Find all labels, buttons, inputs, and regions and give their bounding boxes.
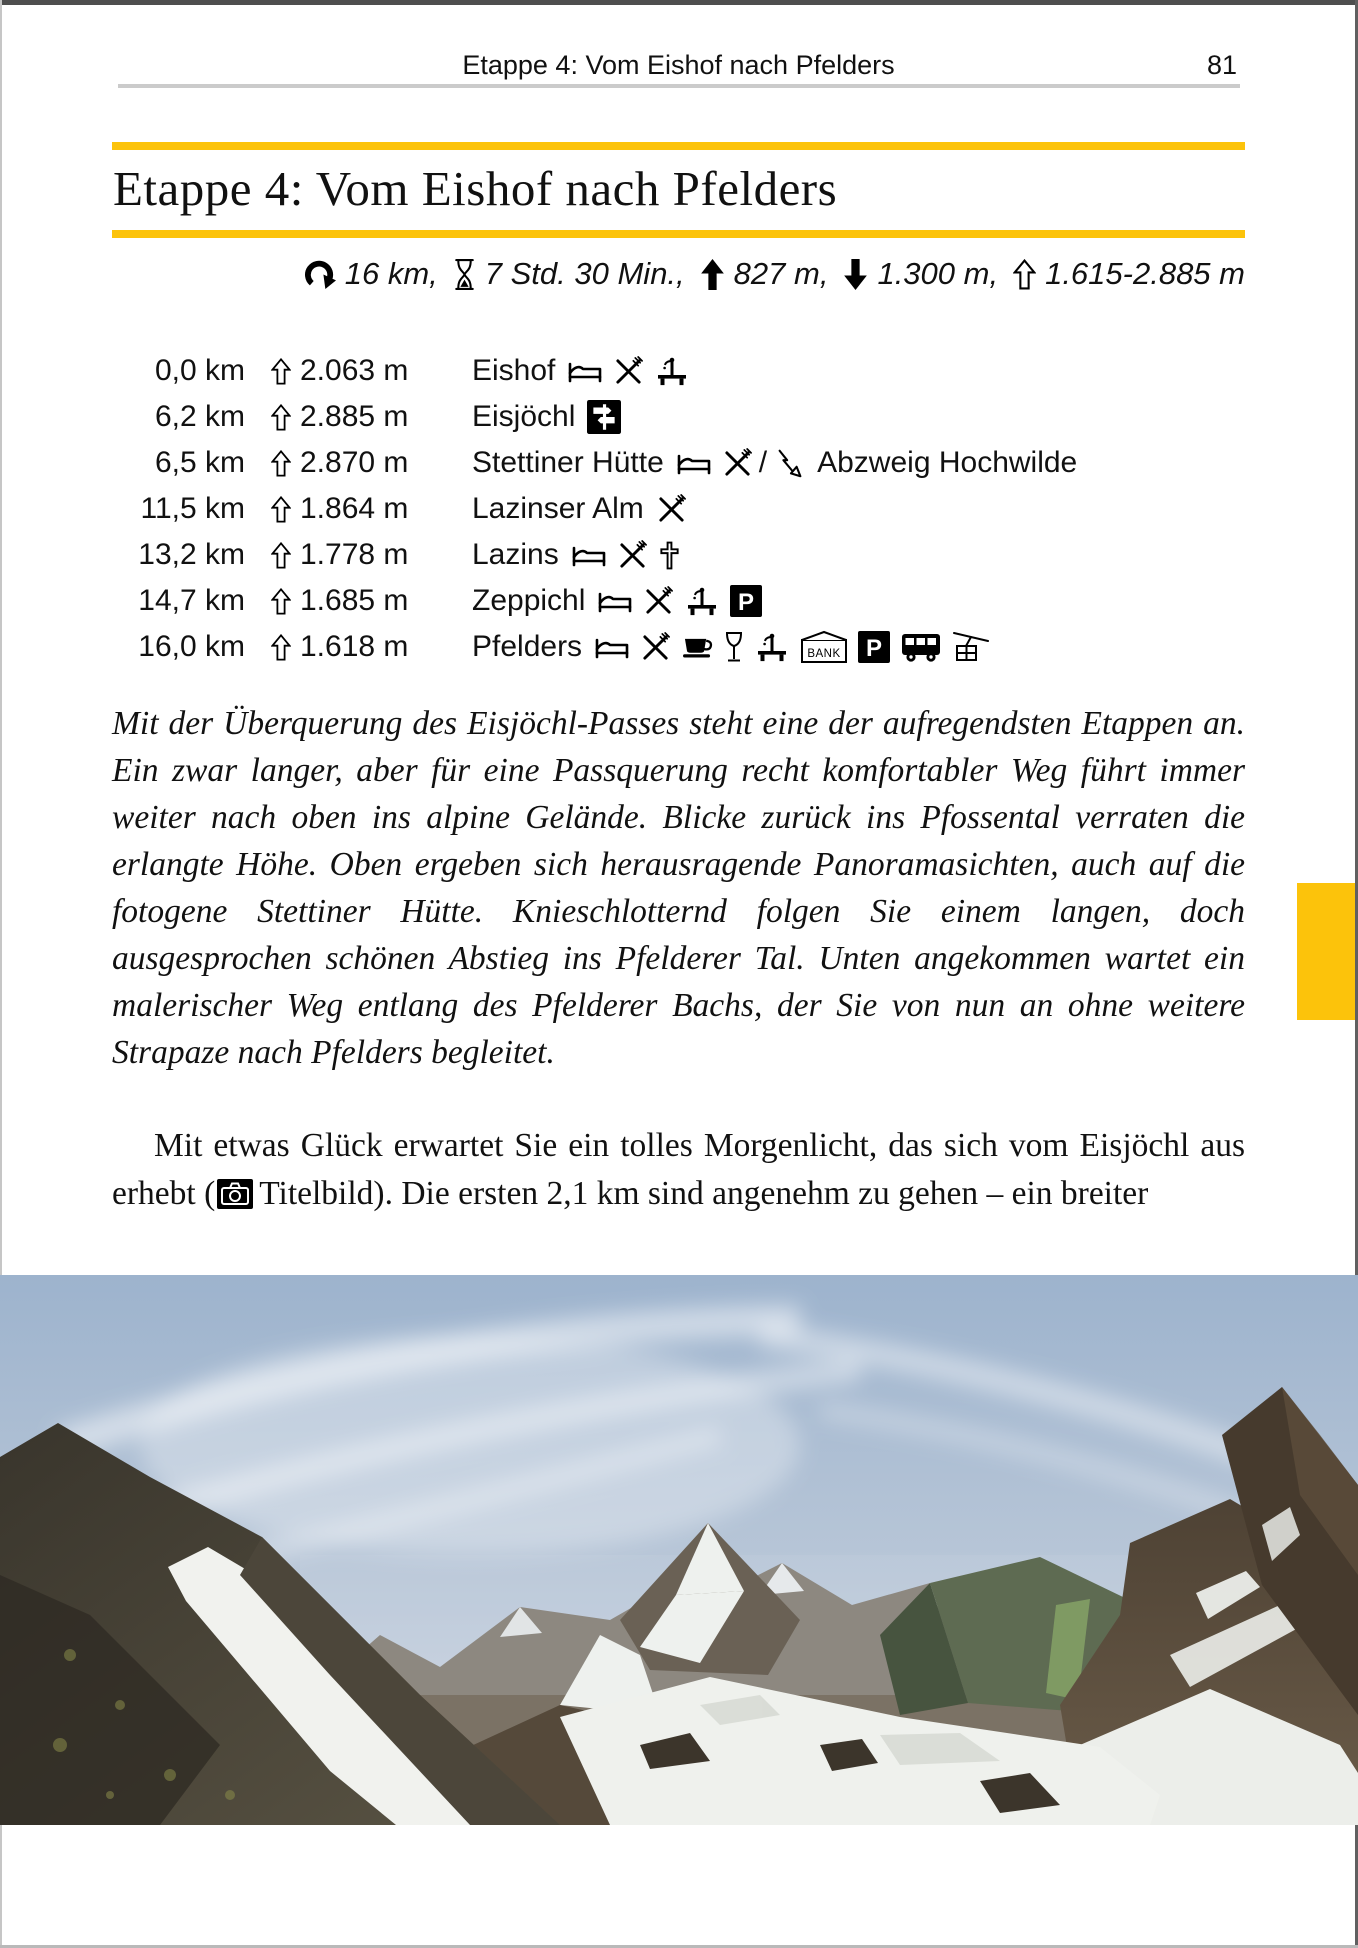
stat-elevation-range-value: 1.615-2.885 m	[1045, 256, 1245, 291]
waypoint-distance: 14,7 km	[138, 584, 245, 617]
waypoint-name: Lazins	[472, 538, 559, 571]
table-row	[112, 578, 1272, 624]
signpost-icon	[587, 400, 621, 434]
chapel-cross-icon	[658, 540, 681, 571]
waypoint-name-cell	[472, 354, 1272, 388]
restaurant-icon	[640, 632, 671, 663]
arrow-up-outline-icon	[271, 634, 291, 661]
route-arrow-icon	[305, 259, 336, 290]
arrow-up-outline-icon	[271, 588, 291, 615]
waypoint-name: Pfelders	[472, 630, 583, 663]
page-title: Etappe 4: Vom Eishof nach Pfelders	[113, 161, 838, 216]
bed-icon	[571, 541, 607, 569]
waypoint-elevation: 2.885 m	[271, 400, 446, 434]
camera-icon	[217, 1179, 253, 1209]
mountain-photo	[0, 1275, 1358, 1825]
bed-icon	[597, 587, 633, 615]
waypoint-table	[112, 348, 1272, 670]
waypoint-elevation: 1.864 m	[271, 492, 446, 526]
parking-icon	[730, 585, 762, 617]
bus-icon	[900, 631, 942, 663]
intro-paragraph: Mit der Überquerung des Eisjöchl-Passes steht eine der aufregendsten Etappen an. Ein zwar langer, aber für eine Passquerung recht komfortabler Weg führt immer weiter nach oben ins alpine Gelände. Blicke zurück ins Pfossental verraten die erlangte Höhe. Oben ergeben sich herausragende Panoramasichten, auch auf die fotogene Stettiner Hütte. Knieschlotternd folgen Sie einem langen, doch ausgesprochen schönen Abstieg ins Pfelderer Tal. Unten angekommen wartet ein malerischer Weg entlang des Pfelderer Bachs, der Sie von nun an ohne weitere Strapaze nach Pfelders begleitet.	[112, 705, 1245, 1071]
waypoint-distance: 11,5 km	[140, 492, 245, 525]
variant-arrow-icon	[773, 448, 807, 478]
stat-descent-value: 1.300 m,	[877, 256, 999, 291]
arrow-down-filled-icon	[843, 258, 868, 291]
parking-icon	[858, 631, 890, 663]
arrow-up-outline-icon	[271, 358, 291, 385]
restaurant-icon	[656, 494, 687, 525]
waypoint-elevation: 1.685 m	[271, 584, 446, 618]
body-paragraph	[112, 1122, 1245, 1218]
waypoint-elevation: 2.063 m	[271, 354, 446, 388]
waypoint-name-cell	[472, 492, 1272, 526]
bar-icon	[724, 631, 744, 663]
waypoint-elevation: 2.870 m	[271, 446, 446, 480]
table-row	[112, 440, 1272, 486]
table-row	[112, 532, 1272, 578]
arrow-up-outline-icon	[271, 450, 291, 477]
arrow-up-outline-icon	[271, 404, 291, 431]
hourglass-icon	[453, 258, 476, 291]
waypoint-name: Stettiner Hütte	[472, 446, 664, 479]
page-edge-top	[0, 0, 1358, 5]
table-row	[112, 348, 1272, 394]
bank-icon	[800, 630, 848, 664]
waypoint-distance: 0,0 km	[154, 354, 245, 387]
body-paragraph-end: Titelbild). Die ersten 2,1 km sind angenehm zu gehen – ein breiter	[259, 1175, 1149, 1212]
chapter-thumb-tab	[1297, 883, 1355, 1020]
cablecar-icon	[952, 630, 990, 664]
icon-separator: /	[758, 446, 768, 479]
stat-duration	[453, 256, 685, 292]
waypoint-distance: 6,5 km	[154, 446, 245, 479]
waypoint-distance: 16,0 km	[138, 630, 245, 663]
arrow-up-outline-icon	[271, 496, 291, 523]
waypoint-name: Zeppichl	[472, 584, 586, 617]
cafe-icon	[681, 634, 714, 661]
title-bar-bottom	[112, 230, 1245, 238]
header-rule	[118, 84, 1240, 88]
waypoint-distance: 13,2 km	[138, 538, 245, 571]
restaurant-icon	[617, 540, 648, 571]
arrow-up-outline-icon	[1013, 259, 1036, 290]
stat-ascent-value: 827 m,	[733, 256, 829, 291]
page-number: 81	[1206, 50, 1237, 80]
waypoint-elevation: 1.778 m	[271, 538, 446, 572]
waypoint-elevation: 1.618 m	[271, 630, 446, 664]
table-row	[112, 624, 1272, 670]
bed-icon	[567, 357, 603, 385]
table-row	[112, 486, 1272, 532]
restaurant-icon	[722, 448, 753, 479]
waypoint-distance: 6,2 km	[154, 400, 245, 433]
stat-distance-value: 16 km,	[344, 256, 438, 291]
waypoint-name-cell	[472, 538, 1272, 572]
stat-elevation-range	[1013, 256, 1245, 292]
waypoint-name: Eisjöchl	[472, 400, 576, 433]
fountain-icon	[684, 585, 720, 617]
running-head	[112, 50, 1245, 82]
waypoint-name-cell	[472, 400, 1272, 434]
fountain-icon	[754, 631, 790, 663]
waypoint-name-cell	[472, 584, 1272, 618]
body-paragraph-start: Mit etwas Glück erwartet Sie ein tolles Morgenlicht, das sich vom Eisjöchl aus erhebt (	[112, 1127, 1245, 1212]
bed-icon	[676, 449, 712, 477]
stage-stats	[112, 252, 1245, 296]
table-row	[112, 394, 1272, 440]
stat-ascent	[700, 256, 829, 292]
arrow-up-filled-icon	[700, 258, 725, 291]
restaurant-icon	[643, 586, 674, 617]
stat-distance	[305, 256, 438, 292]
running-head-title: Etappe 4: Vom Eishof nach Pfelders	[462, 50, 895, 80]
bed-icon	[594, 633, 630, 661]
restaurant-icon	[613, 356, 644, 387]
stat-descent	[843, 256, 998, 292]
waypoint-name: Lazinser Alm	[472, 492, 644, 525]
waypoint-name-cell	[472, 630, 1272, 664]
fountain-icon	[654, 355, 690, 387]
arrow-up-outline-icon	[271, 542, 291, 569]
title-bar-top	[112, 142, 1245, 150]
waypoint-name-cell	[472, 446, 1272, 480]
waypoint-note: Abzweig Hochwilde	[817, 446, 1078, 479]
stat-duration-value: 7 Std. 30 Min.,	[484, 256, 685, 291]
waypoint-name: Eishof	[472, 354, 556, 387]
